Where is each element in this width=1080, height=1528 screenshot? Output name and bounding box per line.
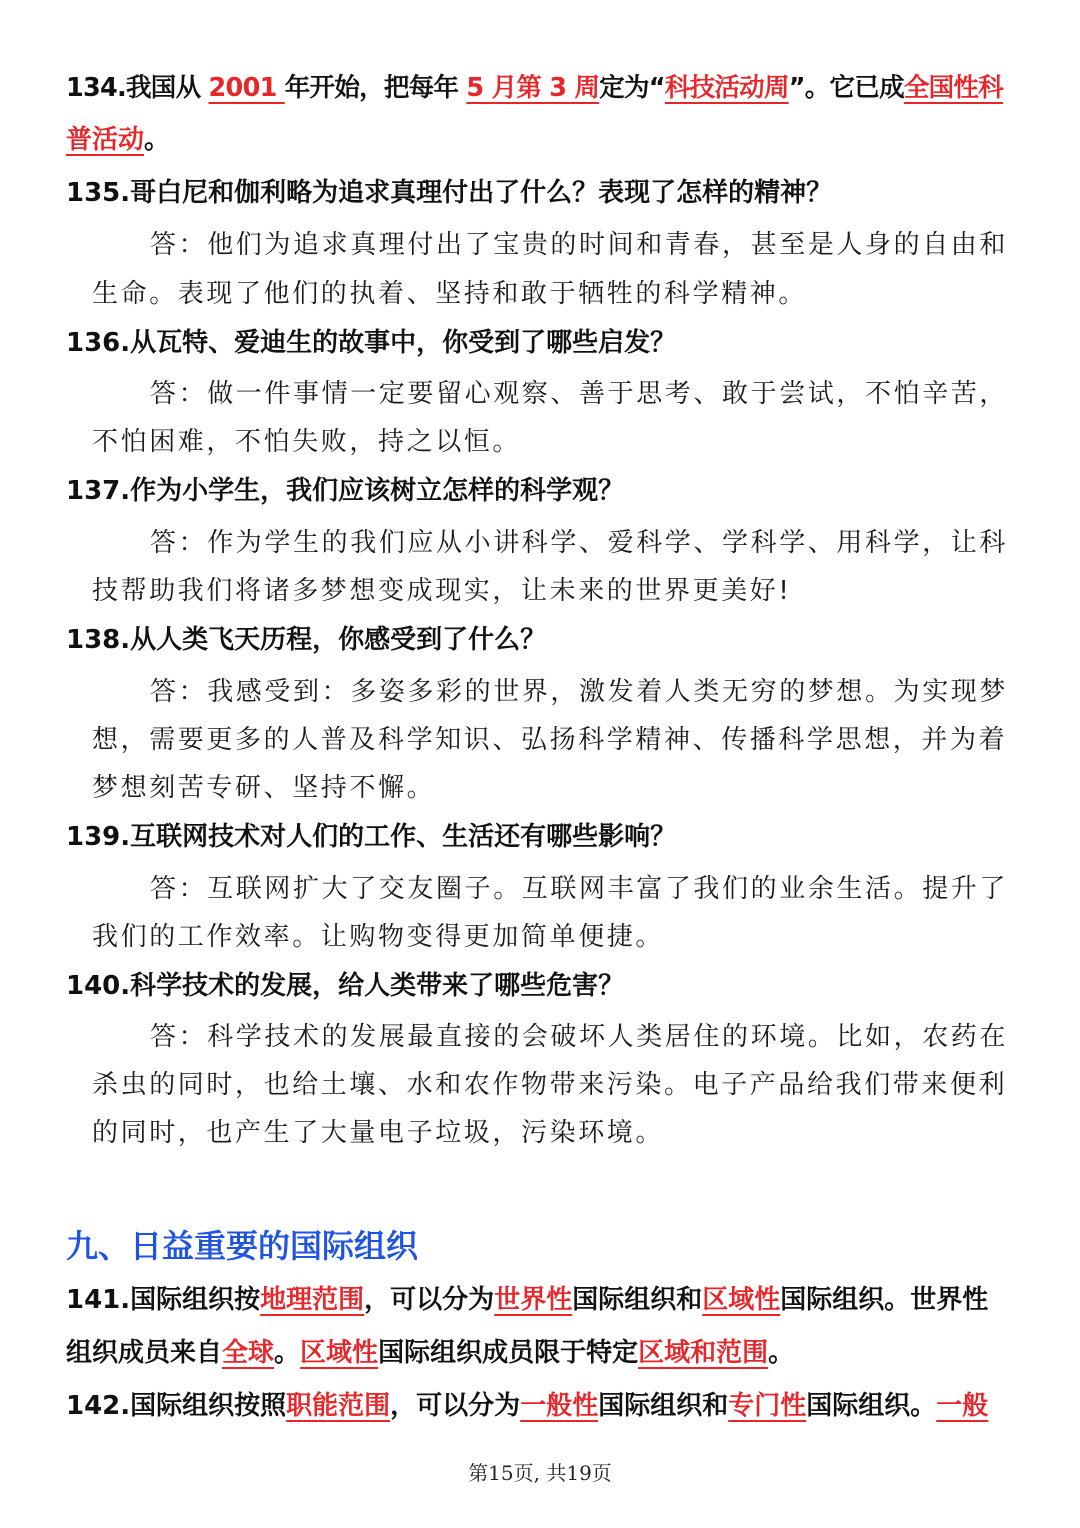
answer-138-line-2: 想，需要更多的人普及科学知识、弘扬科学精神、传播科学思想，并为着 (92, 725, 1008, 755)
text-segment: 国际组织成员限于特定 (378, 1338, 639, 1368)
answer-138-line-1: 答：我感受到：多姿多彩的世界，激发着人类无穷的梦想。为实现梦 (150, 677, 1009, 707)
highlight-regional: 区域性 (702, 1285, 781, 1315)
question-139: 139.互联网技术对人们的工作、生活还有哪些影响？ (66, 822, 677, 852)
text-segment: 。 (144, 125, 171, 155)
highlight-year: 2001 (208, 73, 285, 103)
answer-137-line-1: 答：作为学生的我们应从小讲科学、爱科学、学科学、用科学，让科 (150, 528, 1009, 558)
text-segment: 年开始，把每年 (284, 73, 467, 103)
text-segment: 组织成员来自 (66, 1338, 223, 1368)
item-141-line-1 (66, 1274, 1016, 1326)
question-137: 137.作为小学生，我们应该树立怎样的科学观？ (66, 476, 625, 506)
highlight-activity-week: 科技活动周 (664, 73, 789, 103)
answer-140-line-2: 杀虫的同时，也给土壤、水和农作物带来污染。电子产品给我们带来便利 (92, 1070, 1008, 1100)
answer-139-line-2: 我们的工作效率。让购物变得更加简单便捷。 (92, 922, 665, 952)
highlight-popular-science: 普活动 (66, 125, 145, 155)
text-segment: 。 (274, 1338, 301, 1368)
highlight-region-scope: 区域和范围 (638, 1338, 769, 1368)
item-134-line-2 (66, 114, 1016, 166)
answer-136-line-1: 答：做一件事情一定要留心观察、善于思考、敢于尝试，不怕辛苦， (150, 379, 1009, 409)
item-134-line-1 (66, 62, 1016, 114)
highlight-national: 全国性科 (903, 73, 1003, 103)
question-140: 140.科学技术的发展，给人类带来了哪些危害？ (66, 971, 625, 1001)
section-title: 九、日益重要的国际组织 (66, 1227, 419, 1265)
highlight-function-scope: 职能范围 (286, 1391, 391, 1421)
highlight-geo-scope: 地理范围 (260, 1285, 365, 1315)
answer-139-line-1: 答：互联网扩大了交友圈子。互联网丰富了我们的业余生活。提升了 (150, 874, 1009, 904)
item-142-line-1 (66, 1380, 1016, 1432)
text-segment: 国际组织和 (572, 1285, 703, 1315)
text-segment: ，可以分为 (390, 1391, 521, 1421)
answer-136-line-2: 不怕困难，不怕失败，持之以恒。 (92, 427, 522, 457)
answer-138-line-3: 梦想刻苦专研、坚持不懈。 (92, 773, 436, 803)
question-136: 136.从瓦特、爱迪生的故事中，你受到了哪些启发？ (66, 328, 677, 358)
text-segment: ，可以分为 (364, 1285, 495, 1315)
text-segment: 国际组织和 (598, 1391, 729, 1421)
answer-135-line-1: 答：他们为追求真理付出了宝贵的时间和青春，甚至是人身的自由和 (150, 230, 1009, 260)
highlight-worldwide: 全球 (222, 1338, 275, 1368)
item-141-line-2 (66, 1327, 1016, 1379)
answer-140-line-3: 的同时，也产生了大量电子垃圾，污染环境。 (92, 1118, 665, 1148)
text-segment: 定为“ (599, 73, 665, 103)
text-segment: 141.国际组织按 (66, 1285, 261, 1315)
text-segment: 142.国际组织按照 (66, 1391, 287, 1421)
highlight-week: 5 月第 3 周 (466, 73, 600, 103)
text-segment: ”。它已成 (788, 73, 904, 103)
highlight-general: 一般性 (520, 1391, 599, 1421)
highlight-general-2: 一般 (936, 1391, 989, 1421)
answer-140-line-1: 答：科学技术的发展最直接的会破坏人类居住的环境。比如，农药在 (150, 1022, 1009, 1052)
text-segment: 国际组织。 (806, 1391, 937, 1421)
answer-135-line-2: 生命。表现了他们的执着、坚持和敢于牺牲的科学精神。 (92, 279, 808, 309)
question-135: 135.哥白尼和伽利略为追求真理付出了什么？表现了怎样的精神？ (66, 178, 833, 208)
question-138: 138.从人类飞天历程，你感受到了什么？ (66, 625, 547, 655)
answer-137-line-2: 技帮助我们将诸多梦想变成现实，让未来的世界更美好! (92, 576, 792, 606)
text-segment: 134.我国从 (66, 73, 209, 103)
highlight-specialized: 专门性 (728, 1391, 807, 1421)
page-footer: 第15页, 共19页 (468, 1461, 612, 1485)
highlight-global: 世界性 (494, 1285, 573, 1315)
text-segment: 国际组织。世界性 (780, 1285, 989, 1315)
text-segment: 。 (768, 1338, 795, 1368)
highlight-regional-2: 区域性 (300, 1338, 379, 1368)
